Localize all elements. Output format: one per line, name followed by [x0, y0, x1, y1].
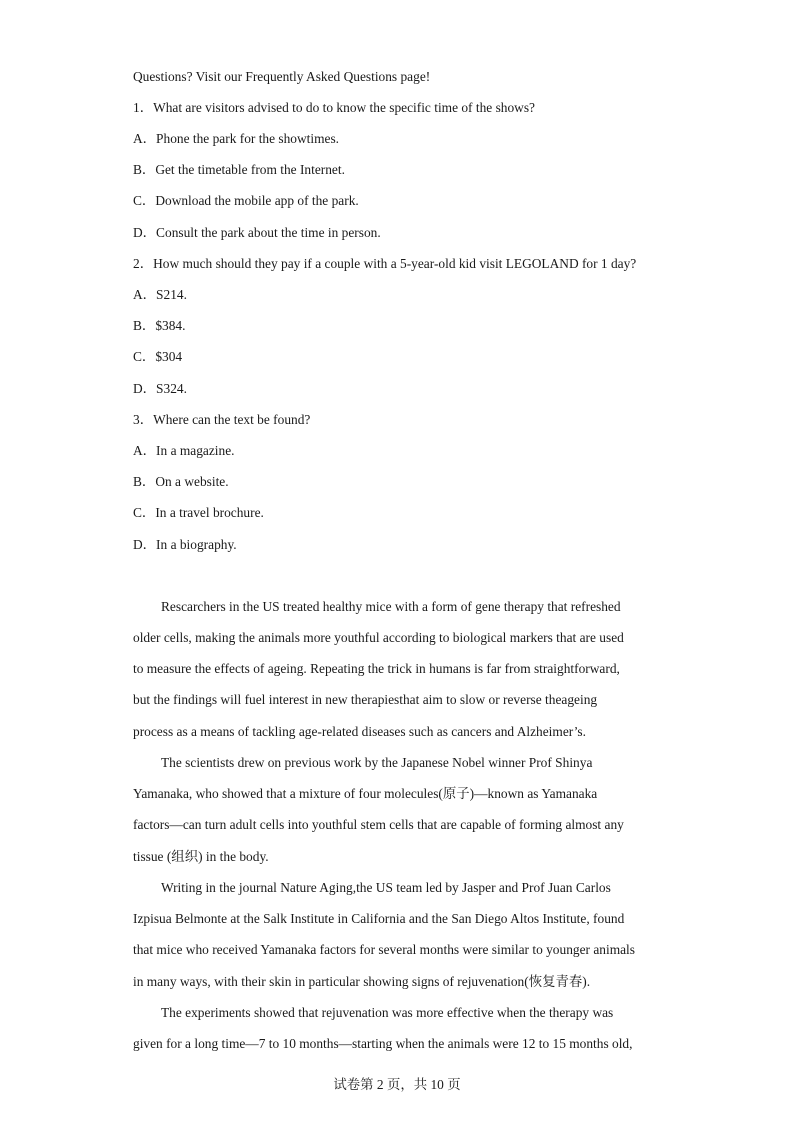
passage-line: that mice who received Yamanaka factors for several months were similar to younger animals	[133, 942, 635, 957]
option-a: A．S214.	[133, 287, 187, 302]
option-b: B．On a website.	[133, 474, 229, 489]
option-d: D．Consult the park about the time in person.	[133, 225, 381, 240]
passage-line: Yamanaka, who showed that a mixture of four molecules(原子)—known as Yamanaka	[133, 786, 598, 801]
faq-note: Questions? Visit our Frequently Asked Questions page!	[133, 69, 431, 84]
option-c: C．Download the mobile app of the park.	[133, 193, 359, 208]
passage-line: tissue (组织) in the body.	[133, 849, 269, 864]
passage-line: process as a means of tackling age-related diseases such as cancers and Alzheimer’s.	[133, 724, 586, 739]
passage-line: Izpisua Belmonte at the Salk Institute in California and the San Diego Altos Institute, found	[133, 911, 625, 926]
passage-line: older cells, making the animals more youthful according to biological markers that are used	[133, 630, 624, 645]
passage-line: given for a long time—7 to 10 months—starting when the animals were 12 to 15 months old,	[133, 1036, 633, 1051]
option-c: C．$304	[133, 349, 183, 364]
passage-line: factors—can turn adult cells into youthful stem cells that are capable of forming almost any	[133, 817, 624, 832]
passage-line: in many ways, with their skin in particular showing signs of rejuvenation(恢复青春).	[133, 974, 591, 989]
passage-line: to measure the effects of ageing. Repeating the trick in humans is far from straightforward,	[133, 661, 620, 676]
question-stem: 3．Where can the text be found?	[133, 412, 311, 427]
option-a: A．Phone the park for the showtimes.	[133, 131, 340, 146]
question-stem: 2．How much should they pay if a couple with a 5-year-old kid visit LEGOLAND for 1 day?	[133, 256, 637, 271]
passage-line: but the findings will fuel interest in new therapiesthat aim to slow or reverse theageing	[133, 692, 598, 707]
passage-line: The scientists drew on previous work by the Japanese Nobel winner Prof Shinya	[161, 755, 593, 770]
page-footer: 试卷第 2 页，共 10 页	[333, 1077, 461, 1092]
passage-line: Writing in the journal Nature Aging,the US team led by Jasper and Prof Juan Carlos	[161, 880, 611, 895]
question-stem: 1．What are visitors advised to do to know the specific time of the shows?	[133, 100, 536, 115]
option-b: B．$384.	[133, 318, 186, 333]
option-d: D．S324.	[133, 381, 187, 396]
option-a: A．In a magazine.	[133, 443, 235, 458]
option-c: C．In a travel brochure.	[133, 505, 264, 520]
option-d: D．In a biography.	[133, 537, 237, 552]
option-b: B．Get the timetable from the Internet.	[133, 162, 345, 177]
passage-line: Rescarchers in the US treated healthy mice with a form of gene therapy that refreshed	[161, 599, 621, 614]
passage-line: The experiments showed that rejuvenation was more effective when the therapy was	[161, 1005, 614, 1020]
